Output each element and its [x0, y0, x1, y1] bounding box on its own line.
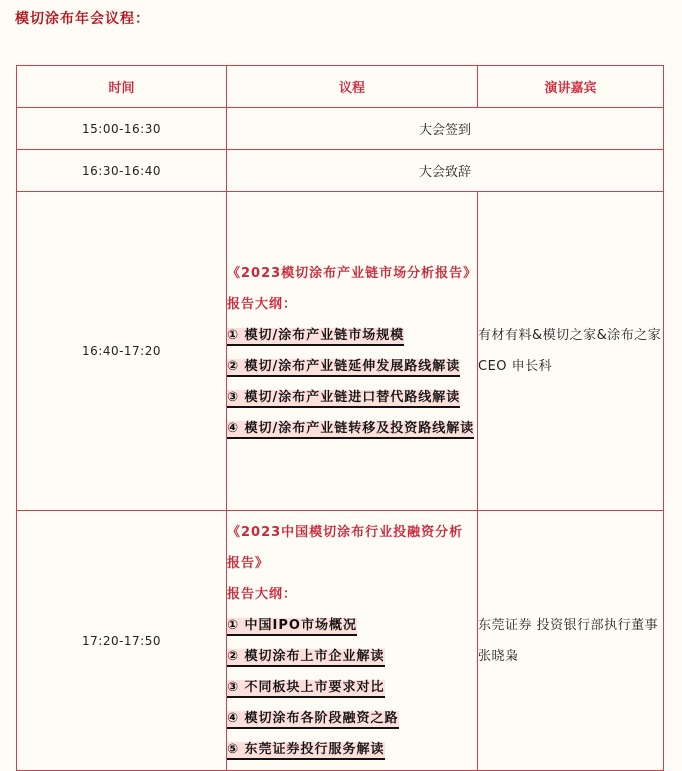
outline-item: ④ 模切涂布各阶段融资之路 — [227, 703, 477, 734]
agenda-cell: 大会签到 — [227, 108, 664, 150]
table-header-row — [17, 66, 664, 108]
time-cell: 16:40-17:20 — [17, 192, 227, 511]
table-row — [17, 192, 664, 511]
outline-item: ⑤ 东莞证券投行服务解读 — [227, 734, 477, 765]
time-cell: 16:30-16:40 — [17, 150, 227, 192]
agenda-table — [16, 65, 664, 771]
outline-item: ① 中国IPO市场概况 — [227, 610, 477, 641]
table-row — [17, 108, 664, 150]
page-title: 模切涂布年会议程： — [15, 11, 150, 27]
agenda-cell — [227, 511, 478, 771]
agenda-cell: 大会致辞 — [227, 150, 664, 192]
time-cell: 17:20-17:50 — [17, 511, 227, 771]
speaker-cell: 东莞证券 投资银行部执行董事 张晓枭 — [478, 511, 664, 771]
header-speaker: 演讲嘉宾 — [478, 66, 664, 108]
outline-label: 报告大纲： — [227, 297, 298, 312]
header-agenda: 议程 — [227, 66, 478, 108]
table-row — [17, 150, 664, 192]
table-row — [17, 511, 664, 771]
outline-item: ③ 不同板块上市要求对比 — [227, 672, 477, 703]
report-title: 《2023中国模切涂布行业投融资分析报告》 — [227, 524, 464, 571]
outline-item: ② 模切/涂布产业链延伸发展路线解读 — [227, 351, 477, 382]
outline-item: ② 模切涂布上市企业解读 — [227, 641, 477, 672]
report-title: 《2023模切涂布产业链市场分析报告》 — [227, 266, 478, 281]
outline-item: ③ 模切/涂布产业链进口替代路线解读 — [227, 382, 477, 413]
header-time: 时间 — [17, 66, 227, 108]
agenda-cell — [227, 192, 478, 511]
outline-item: ④ 模切/涂布产业链转移及投资路线解读 — [227, 413, 477, 444]
time-cell: 15:00-16:30 — [17, 108, 227, 150]
speaker-cell: 有材有料&模切之家&涂布之家 CEO 申长科 — [478, 192, 664, 511]
outline-label: 报告大纲： — [227, 586, 298, 602]
outline-item: ① 模切/涂布产业链市场规模 — [227, 320, 477, 351]
